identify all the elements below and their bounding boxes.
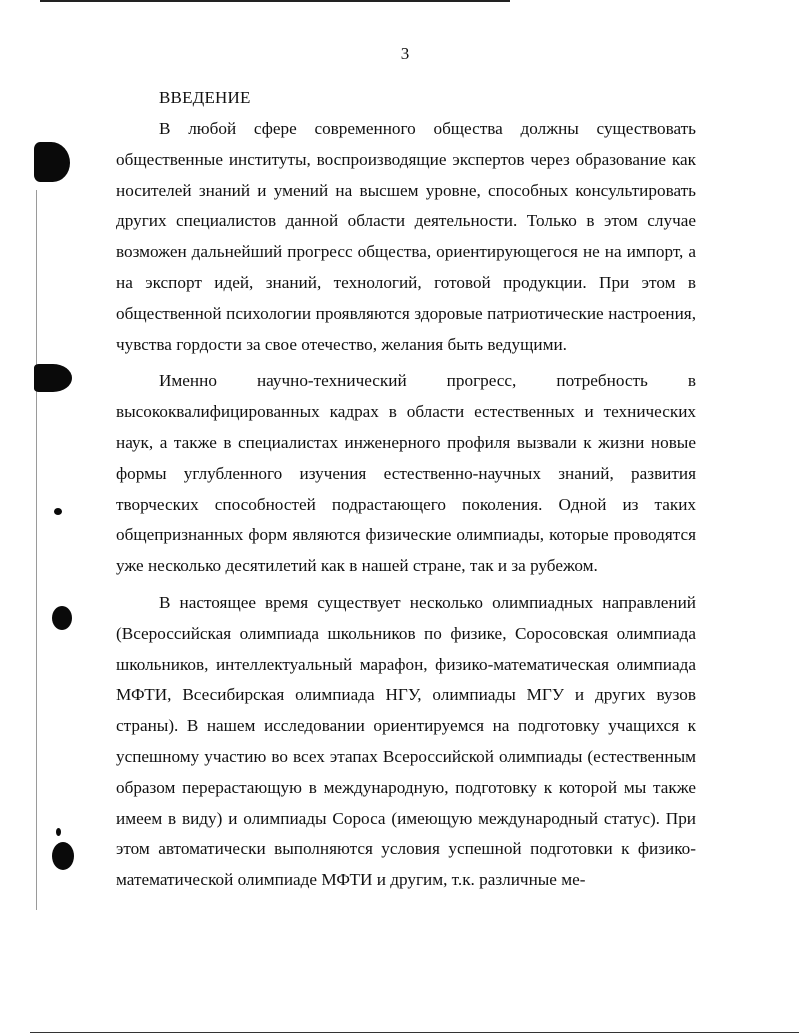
punch-hole-mark bbox=[52, 842, 74, 870]
section-heading: ВВЕДЕНИЕ bbox=[159, 88, 251, 107]
bottom-rule bbox=[30, 1032, 799, 1033]
scan-artifact-mark bbox=[34, 142, 70, 182]
scan-speck bbox=[54, 508, 62, 515]
top-rule bbox=[40, 0, 510, 2]
punch-hole-mark bbox=[52, 606, 72, 630]
scan-margin-line bbox=[36, 190, 37, 910]
scan-artifact-mark bbox=[34, 364, 72, 392]
paragraph: В любой сфере современного общества должны существовать общественные институты, воспроизводящие экспертов через образование как носителей знаний и умений на высшем уровне, способных консультировать других специалистов данной области деятельности. Только в этом случае возможен дальнейший прогресс общества, ориентирующегося не на импорт, а на экспорт идей, знаний, технологий, готовой продукции. При этом в общественной психологии проявляются здоровые патриотические настроения, чувства гордости за свое отечество, желания быть ведущими. bbox=[116, 119, 696, 354]
page-number: 3 bbox=[400, 44, 410, 63]
paragraph: Именно научно-технический прогресс, потребность в высококвалифицированных кадрах в области естественных и технических наук, а также в специалистах инженерного профиля вызвали к жизни новые формы углубленного изучения естественно-научных знаний, развития творческих способностей подрастающего поколения. Одной из таких общепризнанных форм являются физические олимпиады, которые проводятся уже несколько десятилетий как в нашей стране, так и за рубежом. bbox=[116, 371, 696, 576]
scan-speck bbox=[56, 828, 61, 836]
body-text bbox=[116, 114, 696, 896]
paragraph: В настоящее время существует несколько олимпиадных направлений (Всероссийская олимпиада школьников по физике, Соросовская олимпиада школьников, интеллектуальный марафон, физико-математическая олимпиада МФТИ, Всесибирская олимпиада НГУ, олимпиады МГУ и других вузов страны). В нашем исследовании ориентируемся на подготовку учащихся к успешному участию во всех этапах Всероссийской олимпиады (естественным образом перерастающую в международную, подготовку к которой мы также имеем в виду) и олимпиады Сороса (имеющую международный статус). При этом автоматически выполняются условия успешной подготовки к физико-математической олимпиаде МФТИ и другим, т.к. различные ме- bbox=[116, 592, 696, 890]
